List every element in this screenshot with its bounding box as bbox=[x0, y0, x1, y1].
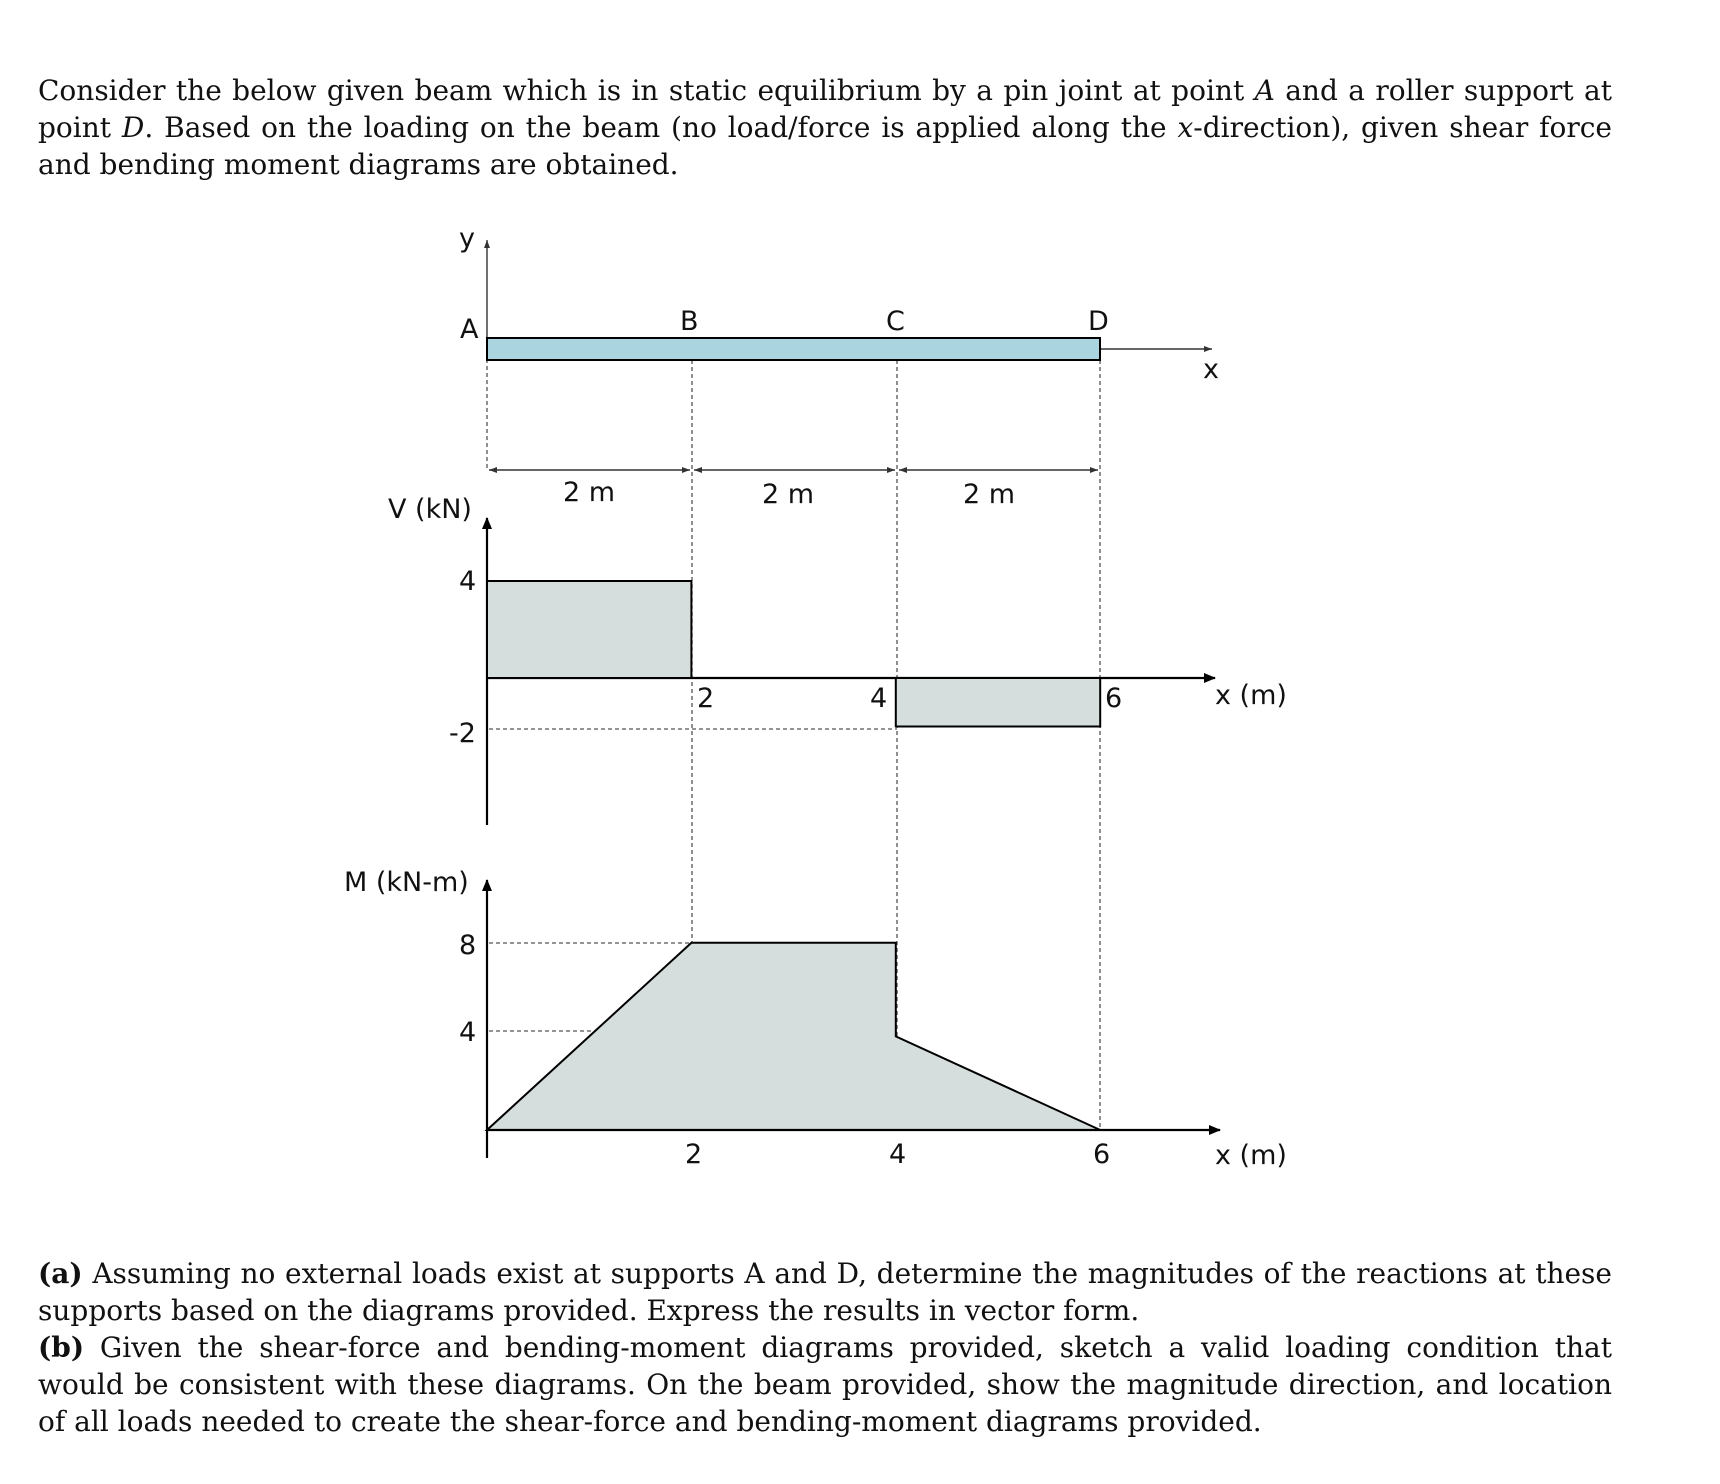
intro-text-3: . Based on the loading on the beam (no load/force is applied along the bbox=[144, 111, 1178, 144]
intro-text-2: and a roller support at point bbox=[38, 74, 1612, 144]
shear-block-1 bbox=[487, 581, 691, 678]
problem-questions bbox=[38, 1255, 1612, 1440]
shear-x-axis-label: x (m) bbox=[1215, 680, 1287, 711]
beam-bar bbox=[487, 338, 1100, 360]
question-a-text: Assuming no external loads exist at supports A and D, determine the magnitudes of the reactions at these supports based on the diagrams provided. Express the results in vector form. bbox=[38, 1257, 1612, 1327]
intro-text-1: Consider the below given beam which is in static equilibrium by a pin joint at point bbox=[38, 74, 1255, 107]
moment-tick-8: 8 bbox=[459, 930, 477, 961]
moment-diagram-shapes bbox=[487, 943, 1100, 1130]
question-a bbox=[38, 1255, 1612, 1329]
question-b-text: Given the shear-force and bending-moment diagrams provided, sketch a valid loading condition that would be consistent with these diagrams. On the beam provided, show the magnitude direction, and location of all loads needed to create the shear-force and bending-moment diagrams provided. bbox=[38, 1331, 1612, 1438]
shear-axis-label: V (kN) bbox=[388, 494, 472, 525]
question-b bbox=[38, 1329, 1612, 1440]
span-label-2: 2 m bbox=[762, 479, 815, 510]
point-label-d: D bbox=[1088, 306, 1109, 337]
shear-tick-4: 4 bbox=[459, 566, 477, 597]
intro-text-4: -direction), given shear force and bending moment diagrams are obtained. bbox=[38, 111, 1613, 181]
shear-x-tick-6: 6 bbox=[1105, 683, 1123, 714]
moment-axis-label: M (kN-m) bbox=[344, 867, 469, 898]
intro-point-d: D bbox=[121, 111, 145, 144]
shear-block-2 bbox=[896, 678, 1100, 727]
span-label-3: 2 m bbox=[963, 479, 1016, 510]
beam-y-axis-label: y bbox=[459, 223, 475, 254]
intro-x-variable: x bbox=[1177, 111, 1194, 144]
span-label-1: 2 m bbox=[563, 477, 616, 508]
moment-x-tick-6: 6 bbox=[1093, 1139, 1111, 1170]
point-label-c: C bbox=[886, 306, 905, 337]
point-label-b: B bbox=[680, 306, 699, 337]
shear-x-tick-4: 4 bbox=[870, 683, 888, 714]
moment-area bbox=[487, 943, 1100, 1130]
shear-diagram-shapes bbox=[487, 581, 1100, 727]
moment-tick-4: 4 bbox=[459, 1017, 477, 1048]
moment-x-tick-2: 2 bbox=[685, 1139, 703, 1170]
moment-x-tick-4: 4 bbox=[889, 1139, 907, 1170]
point-label-a: A bbox=[460, 314, 479, 345]
question-b-label: (b) bbox=[38, 1331, 85, 1364]
shear-x-tick-2: 2 bbox=[697, 683, 715, 714]
shear-tick-neg2: -2 bbox=[449, 718, 476, 749]
moment-x-axis-label: x (m) bbox=[1215, 1140, 1287, 1171]
question-a-label: (a) bbox=[38, 1257, 83, 1290]
intro-point-a: A bbox=[1254, 74, 1275, 107]
beam-x-axis-label: x bbox=[1203, 354, 1219, 385]
